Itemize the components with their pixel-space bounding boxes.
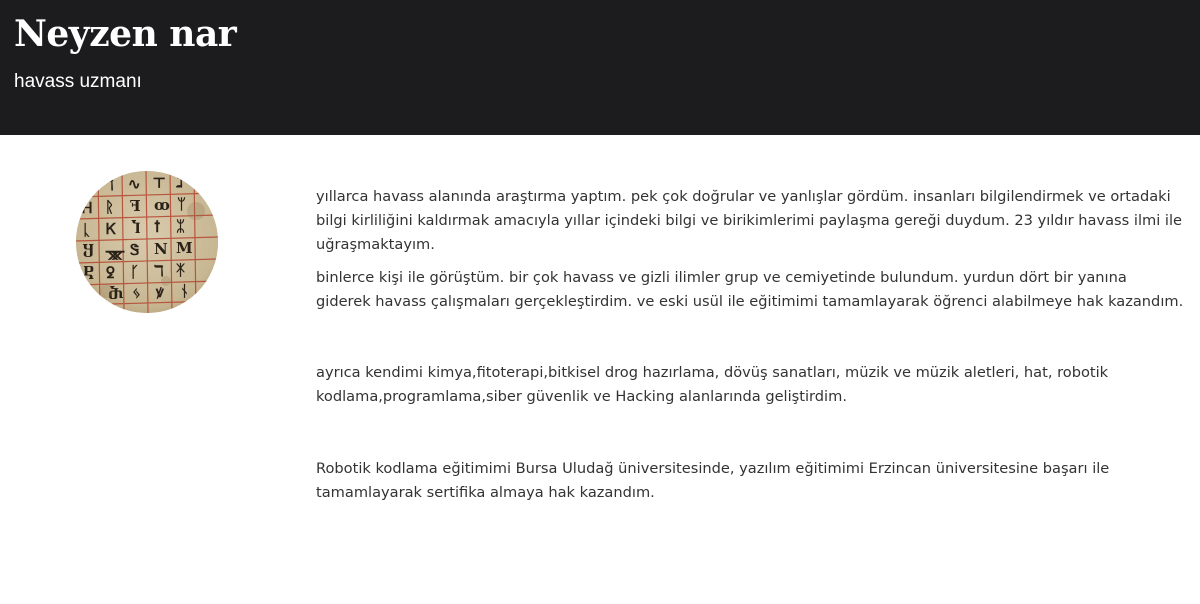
svg-text:Ν: Ν (154, 240, 168, 258)
svg-text:Ⴈ: Ⴈ (131, 219, 141, 237)
svg-text:ᛏ: ᛏ (86, 286, 96, 304)
svg-text:ᚾ: ᚾ (180, 282, 190, 300)
svg-text:∿: ∿ (128, 175, 141, 193)
svg-text:ꝿ: ꝿ (106, 264, 115, 282)
svg-text:ꝏ: ꝏ (154, 196, 170, 214)
svg-text:ᛃ: ᛃ (132, 284, 142, 302)
svg-text:ꝟ: ꝟ (156, 283, 164, 301)
svg-text:⊤: ⊤ (152, 174, 167, 192)
svg-text:ᚴ: ᚴ (130, 263, 140, 281)
svg-text:ℸ: ℸ (154, 262, 164, 280)
svg-text:ꝉ: ꝉ (154, 218, 161, 236)
about-paragraph-skills: ayrıca kendimi kimya,fitoterapi,bitkisel drog hazırlama, dövüş sanatları, müzik ve müzik aletleri, hat, robotik kodlama,programlama,siber güvenlik ve Hacking alanlarında geliştirdim. (316, 364, 1109, 405)
about-paragraph-education: Robotik kodlama eğitimimi Bursa Uludağ üniversitesinde, yazılım eğitimimi Erzincan üniversitesine başarı ile tamamlayarak sertifika almaya hak kazandım. (316, 460, 1110, 501)
manuscript-avatar-icon (76, 171, 218, 313)
svg-text:ᚘ: ᚘ (106, 242, 125, 260)
svg-text:Ⴒ: Ⴒ (83, 265, 95, 283)
site-header (0, 0, 1200, 135)
svg-text:Ⴘ: Ⴘ (82, 243, 95, 261)
profile-avatar (76, 171, 218, 313)
site-title[interactable]: Neyzen nar (14, 13, 237, 55)
svg-text:ꟻ: ꟻ (130, 197, 141, 215)
svg-text:ᛘ: ᛘ (177, 195, 187, 213)
about-content (316, 185, 1186, 505)
site-subtitle: havass uzmanı (14, 71, 142, 92)
about-paragraph-experience: binlerce kişi ile görüştüm. bir çok havass ve gizli ilimler grup ve cemiyetinde bulundum. yurdun dört bir yanına giderek havass çalışmaları gerçekleştirdim. ve eski usül ile eğitimimi tamamlayarak öğrenci alabilmeye hak kazandım. (316, 269, 1184, 310)
svg-text:ᛯ: ᛯ (176, 217, 186, 235)
svg-text:ℷ: ℷ (176, 173, 183, 191)
svg-text:ᚱ: ᚱ (105, 198, 115, 216)
svg-text:Ꮋ: Ꮋ (82, 199, 93, 217)
about-paragraph-research: yıllarca havass alanında araştırma yaptım. pek çok doğrular ve yanlışlar gördüm. insanları bilgilendirmek ve ortadaki bilgi kirliliğini kaldırmak amacıyla yıllar içindeki bilgi ve birikimlerimi paylaşma gereği duydum. 23 yıldır havass ilmi ile uğraşmaktayım. (316, 188, 1182, 253)
svg-text:Ꮶ: Ꮶ (106, 220, 117, 238)
svg-text:ᚳ: ᚳ (82, 221, 92, 239)
svg-text:Μ: Μ (176, 239, 193, 257)
svg-text:ᛡ: ᛡ (176, 261, 186, 279)
svg-text:ᚲ: ᚲ (80, 177, 90, 195)
svg-text:Ⴋ: Ⴋ (108, 285, 124, 303)
svg-text:Ꮥ: Ꮥ (130, 241, 140, 259)
svg-text:ℸ: ℸ (104, 176, 114, 194)
